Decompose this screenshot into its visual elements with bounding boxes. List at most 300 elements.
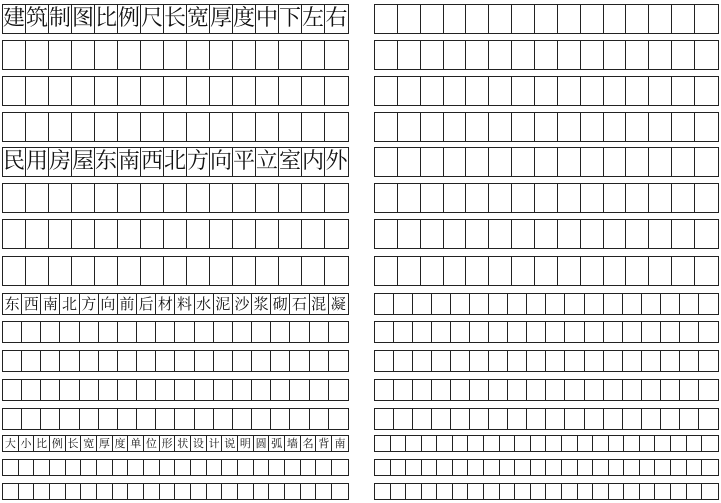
blank-practice-box [672, 41, 695, 69]
blank-practice-box [535, 77, 558, 105]
sample-character: 料 [175, 294, 194, 314]
practice-row [2, 408, 349, 430]
blank-practice-box [398, 77, 421, 105]
blank-practice-box [626, 41, 649, 69]
blank-practice-box [301, 460, 317, 475]
blank-practice-box [642, 322, 661, 342]
blank-practice-box [642, 409, 661, 429]
sample-character: 后 [137, 294, 156, 314]
blank-practice-box [128, 484, 144, 499]
blank-practice-box [432, 409, 451, 429]
blank-practice-box [233, 184, 256, 212]
blank-practice-box [137, 351, 156, 371]
blank-practice-box [3, 484, 19, 499]
blank-practice-box [233, 322, 252, 342]
blank-practice-box [375, 460, 391, 475]
blank-practice-box [49, 257, 72, 285]
blank-practice-box [72, 184, 95, 212]
blank-practice-box [680, 351, 699, 371]
blank-practice-box [500, 460, 516, 475]
blank-practice-box [535, 113, 558, 141]
blank-practice-box [680, 380, 699, 400]
blank-practice-box [3, 351, 22, 371]
blank-practice-box [375, 5, 398, 33]
blank-practice-box [254, 460, 270, 475]
blank-practice-box [329, 409, 348, 429]
blank-practice-box [41, 322, 60, 342]
blank-practice-box [26, 257, 49, 285]
blank-practice-box [41, 409, 60, 429]
blank-practice-box [508, 294, 527, 314]
blank-practice-box [649, 148, 672, 176]
blank-practice-box [623, 294, 642, 314]
sample-character: 向 [99, 294, 118, 314]
blank-practice-box [207, 484, 223, 499]
blank-practice-box [661, 322, 680, 342]
blank-practice-box [451, 322, 470, 342]
blank-practice-box [195, 351, 214, 371]
blank-practice-box [687, 436, 703, 451]
blank-practice-box [279, 257, 302, 285]
sample-character: 墙 [285, 436, 301, 451]
blank-practice-box [623, 409, 642, 429]
blank-practice-box [187, 77, 210, 105]
blank-practice-box [233, 113, 256, 141]
practice-row [2, 219, 349, 249]
blank-practice-box [508, 351, 527, 371]
blank-practice-box [558, 257, 581, 285]
blank-practice-box [672, 77, 695, 105]
practice-row [2, 321, 349, 343]
blank-practice-box [546, 351, 565, 371]
blank-practice-box [113, 484, 129, 499]
blank-practice-box [562, 460, 578, 475]
sample-character: 方 [80, 294, 99, 314]
blank-practice-box [22, 351, 41, 371]
sample-character: 制 [49, 6, 72, 31]
blank-practice-box [640, 460, 656, 475]
blank-practice-box [137, 322, 156, 342]
blank-practice-box [191, 460, 207, 475]
blank-practice-box [470, 409, 489, 429]
sample-character: 方 [187, 149, 210, 174]
blank-practice-box [546, 409, 565, 429]
blank-practice-box [26, 41, 49, 69]
practice-row [2, 350, 349, 372]
blank-practice-box [316, 484, 332, 499]
blank-practice-box [238, 484, 254, 499]
blank-practice-box [156, 351, 175, 371]
blank-practice-box [581, 184, 604, 212]
blank-practice-box [546, 484, 562, 499]
blank-practice-box [581, 77, 604, 105]
blank-practice-box [680, 294, 699, 314]
blank-practice-box [398, 113, 421, 141]
blank-practice-box [271, 351, 290, 371]
blank-practice-box [558, 184, 581, 212]
blank-practice-box [3, 77, 26, 105]
blank-practice-box [191, 484, 207, 499]
blank-practice-box [649, 5, 672, 33]
practice-row [374, 256, 719, 286]
blank-practice-box [558, 5, 581, 33]
blank-practice-box [233, 220, 256, 248]
blank-practice-box [118, 380, 137, 400]
blank-practice-box [290, 351, 309, 371]
blank-practice-box [210, 41, 233, 69]
sample-character: 明 [238, 436, 254, 451]
blank-practice-box [156, 322, 175, 342]
blank-practice-box [118, 322, 137, 342]
blank-practice-box [672, 113, 695, 141]
sample-character: 外 [325, 149, 348, 174]
blank-practice-box [565, 322, 584, 342]
blank-practice-box [406, 484, 422, 499]
blank-practice-box [672, 257, 695, 285]
blank-practice-box [19, 484, 35, 499]
blank-practice-box [60, 380, 79, 400]
sample-character: 东 [3, 294, 22, 314]
blank-practice-box [642, 380, 661, 400]
sample-character: 长 [164, 6, 187, 31]
sample-character: 度 [113, 436, 129, 451]
blank-practice-box [585, 322, 604, 342]
blank-practice-box [535, 5, 558, 33]
blank-practice-box [22, 380, 41, 400]
blank-practice-box [271, 409, 290, 429]
blank-practice-box [325, 220, 348, 248]
blank-practice-box [3, 322, 22, 342]
blank-practice-box [489, 113, 512, 141]
blank-practice-box [546, 460, 562, 475]
blank-practice-box [256, 257, 279, 285]
blank-practice-box [160, 460, 176, 475]
blank-practice-box [375, 436, 391, 451]
sample-character: 尺 [141, 6, 164, 31]
sample-character: 水 [195, 294, 214, 314]
blank-practice-box [141, 77, 164, 105]
blank-practice-box [512, 184, 535, 212]
blank-practice-box [585, 409, 604, 429]
blank-practice-box [290, 380, 309, 400]
blank-practice-box [80, 409, 99, 429]
blank-practice-box [512, 41, 535, 69]
blank-practice-box [329, 351, 348, 371]
sample-character: 右 [325, 6, 348, 31]
blank-practice-box [546, 380, 565, 400]
blank-practice-box [375, 220, 398, 248]
blank-practice-box [604, 184, 627, 212]
blank-practice-box [604, 5, 627, 33]
blank-practice-box [285, 460, 301, 475]
blank-practice-box [256, 77, 279, 105]
practice-row [374, 459, 719, 476]
sample-character: 状 [175, 436, 191, 451]
blank-practice-box [585, 351, 604, 371]
blank-practice-box [527, 294, 546, 314]
blank-practice-box [515, 460, 531, 475]
blank-practice-box [375, 322, 394, 342]
blank-practice-box [609, 484, 625, 499]
blank-practice-box [156, 380, 175, 400]
blank-practice-box [72, 113, 95, 141]
blank-practice-box [391, 436, 407, 451]
blank-practice-box [113, 460, 129, 475]
blank-practice-box [252, 409, 271, 429]
blank-practice-box [279, 220, 302, 248]
blank-practice-box [695, 184, 718, 212]
sample-character: 内 [302, 149, 325, 174]
practice-row [2, 379, 349, 401]
blank-practice-box [302, 184, 325, 212]
blank-practice-box [451, 409, 470, 429]
blank-practice-box [175, 409, 194, 429]
blank-practice-box [394, 322, 413, 342]
practice-row [374, 76, 719, 106]
blank-practice-box [565, 294, 584, 314]
blank-practice-box [325, 41, 348, 69]
blank-practice-box [128, 460, 144, 475]
blank-practice-box [252, 351, 271, 371]
blank-practice-box [256, 41, 279, 69]
blank-practice-box [413, 322, 432, 342]
sample-character: 混 [310, 294, 329, 314]
blank-practice-box [97, 484, 113, 499]
blank-practice-box [413, 294, 432, 314]
blank-practice-box [375, 184, 398, 212]
blank-practice-box [413, 351, 432, 371]
practice-row [374, 293, 719, 315]
blank-practice-box [626, 220, 649, 248]
blank-practice-box [453, 460, 469, 475]
blank-practice-box [325, 184, 348, 212]
blank-practice-box [527, 322, 546, 342]
blank-practice-box [422, 436, 438, 451]
blank-practice-box [118, 77, 141, 105]
blank-practice-box [302, 257, 325, 285]
blank-practice-box [626, 257, 649, 285]
practice-row [374, 408, 719, 430]
sample-character: 筑 [26, 6, 49, 31]
blank-practice-box [3, 380, 22, 400]
blank-practice-box [60, 351, 79, 371]
practice-row [2, 147, 349, 177]
blank-practice-box [695, 113, 718, 141]
blank-practice-box [695, 257, 718, 285]
blank-practice-box [72, 41, 95, 69]
blank-practice-box [99, 409, 118, 429]
blank-practice-box [421, 5, 444, 33]
blank-practice-box [699, 380, 718, 400]
blank-practice-box [95, 257, 118, 285]
blank-practice-box [310, 322, 329, 342]
practice-row [374, 321, 719, 343]
blank-practice-box [195, 380, 214, 400]
blank-practice-box [118, 184, 141, 212]
sample-character: 民 [3, 149, 26, 174]
blank-practice-box [310, 380, 329, 400]
blank-practice-box [279, 41, 302, 69]
blank-practice-box [489, 77, 512, 105]
blank-practice-box [398, 5, 421, 33]
blank-practice-box [195, 409, 214, 429]
blank-practice-box [214, 380, 233, 400]
blank-practice-box [233, 351, 252, 371]
blank-practice-box [512, 113, 535, 141]
practice-row [2, 76, 349, 106]
blank-practice-box [604, 380, 623, 400]
blank-practice-box [649, 41, 672, 69]
blank-practice-box [49, 41, 72, 69]
blank-practice-box [702, 436, 718, 451]
blank-practice-box [531, 436, 547, 451]
blank-practice-box [562, 484, 578, 499]
blank-practice-box [325, 113, 348, 141]
sample-character: 向 [210, 149, 233, 174]
blank-practice-box [489, 294, 508, 314]
blank-practice-box [421, 220, 444, 248]
blank-practice-box [141, 257, 164, 285]
blank-practice-box [661, 409, 680, 429]
blank-practice-box [406, 460, 422, 475]
blank-practice-box [332, 484, 348, 499]
blank-practice-box [316, 460, 332, 475]
blank-practice-box [535, 257, 558, 285]
sample-character: 东 [95, 149, 118, 174]
blank-practice-box [695, 148, 718, 176]
blank-practice-box [695, 5, 718, 33]
blank-practice-box [466, 220, 489, 248]
blank-practice-box [279, 184, 302, 212]
sample-character: 西 [141, 149, 164, 174]
practice-row [374, 219, 719, 249]
blank-practice-box [164, 77, 187, 105]
blank-practice-box [432, 322, 451, 342]
blank-practice-box [626, 113, 649, 141]
blank-practice-box [515, 436, 531, 451]
sample-character: 砌 [271, 294, 290, 314]
practice-row [374, 379, 719, 401]
blank-practice-box [80, 351, 99, 371]
sample-character: 计 [207, 436, 223, 451]
blank-practice-box [398, 41, 421, 69]
practice-row [2, 256, 349, 286]
blank-practice-box [699, 294, 718, 314]
sample-character: 比 [34, 436, 50, 451]
blank-practice-box [49, 220, 72, 248]
blank-practice-box [626, 77, 649, 105]
blank-practice-box [164, 220, 187, 248]
blank-practice-box [421, 113, 444, 141]
sample-character: 房 [49, 149, 72, 174]
blank-practice-box [604, 294, 623, 314]
blank-practice-box [99, 322, 118, 342]
blank-practice-box [214, 409, 233, 429]
blank-practice-box [489, 41, 512, 69]
blank-practice-box [466, 257, 489, 285]
blank-practice-box [141, 41, 164, 69]
blank-practice-box [210, 184, 233, 212]
sample-character: 平 [233, 149, 256, 174]
blank-practice-box [444, 257, 467, 285]
sample-character: 室 [279, 149, 302, 174]
blank-practice-box [60, 322, 79, 342]
blank-practice-box [3, 409, 22, 429]
blank-practice-box [95, 184, 118, 212]
blank-practice-box [34, 484, 50, 499]
blank-practice-box [626, 184, 649, 212]
sample-character: 例 [50, 436, 66, 451]
blank-practice-box [95, 220, 118, 248]
blank-practice-box [604, 113, 627, 141]
blank-practice-box [432, 380, 451, 400]
blank-practice-box [141, 184, 164, 212]
blank-practice-box [398, 184, 421, 212]
sample-character: 南 [118, 149, 141, 174]
blank-practice-box [26, 220, 49, 248]
practice-row [2, 4, 349, 34]
blank-practice-box [649, 257, 672, 285]
blank-practice-box [623, 322, 642, 342]
blank-practice-box [604, 148, 627, 176]
blank-practice-box [624, 436, 640, 451]
blank-practice-box [558, 113, 581, 141]
blank-practice-box [3, 257, 26, 285]
blank-practice-box [175, 351, 194, 371]
blank-practice-box [310, 351, 329, 371]
blank-practice-box [41, 351, 60, 371]
blank-practice-box [3, 41, 26, 69]
blank-practice-box [695, 220, 718, 248]
blank-practice-box [437, 484, 453, 499]
blank-practice-box [672, 5, 695, 33]
blank-practice-box [508, 380, 527, 400]
blank-practice-box [95, 77, 118, 105]
blank-practice-box [489, 5, 512, 33]
blank-practice-box [375, 257, 398, 285]
practice-row [2, 483, 349, 500]
blank-practice-box [558, 77, 581, 105]
blank-practice-box [609, 436, 625, 451]
blank-practice-box [325, 77, 348, 105]
blank-practice-box [271, 322, 290, 342]
blank-practice-box [624, 460, 640, 475]
blank-practice-box [252, 322, 271, 342]
blank-practice-box [626, 148, 649, 176]
blank-practice-box [489, 220, 512, 248]
sample-character: 宽 [81, 436, 97, 451]
blank-practice-box [604, 409, 623, 429]
blank-practice-box [623, 380, 642, 400]
blank-practice-box [444, 184, 467, 212]
blank-practice-box [99, 380, 118, 400]
sample-character: 屋 [72, 149, 95, 174]
practice-row [374, 183, 719, 213]
blank-practice-box [661, 351, 680, 371]
blank-practice-box [72, 257, 95, 285]
blank-practice-box [175, 322, 194, 342]
blank-practice-box [581, 5, 604, 33]
blank-practice-box [118, 113, 141, 141]
blank-practice-box [671, 436, 687, 451]
blank-practice-box [578, 460, 594, 475]
blank-practice-box [531, 484, 547, 499]
blank-practice-box [527, 380, 546, 400]
blank-practice-box [66, 484, 82, 499]
blank-practice-box [413, 380, 432, 400]
blank-practice-box [535, 148, 558, 176]
blank-practice-box [672, 220, 695, 248]
